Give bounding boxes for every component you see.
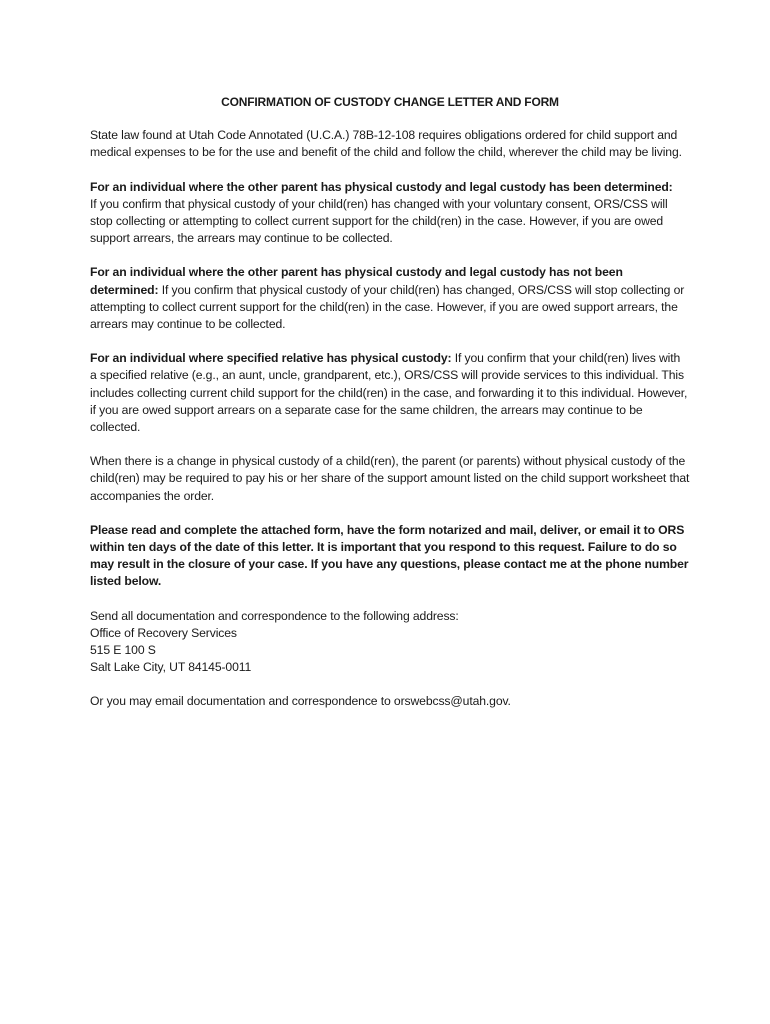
section-custody-determined-body: If you confirm that physical custody of your child(ren) has changed with your voluntary consent, ORS/CSS will stop collecting or attempting to collect current support for the child(ren) in the case. However, if you are owed support arrears, the arrears may continue to be collected. (90, 196, 668, 246)
instructions-paragraph: Please read and complete the attached form, have the form notarized and mail, deliver, or email it to ORS within ten days of the date of this letter. It is important that you respond to this request. Failure to do so may result in the closure of your case. If you have any questions, please contact me at the phone number listed below. (90, 522, 689, 589)
section-custody-not-determined (90, 264, 690, 333)
section-custody-determined-heading: For an individual where the other parent has physical custody and legal custody has been determined: (90, 179, 673, 194)
section-specified-relative-body: If you confirm that your child(ren) lives with a specified relative (e.g., an aunt, uncle, grandparent, etc.), ORS/CSS will provide services to this individual. This includes collecting current child support for the child(ren) in the case, and forwarding it to this individual. However, if you are owed support arrears on a separate case for the same children, the arrears may continue to be collected. (90, 351, 688, 435)
letter-page (90, 94, 690, 728)
section-specified-relative (90, 350, 690, 436)
address-intro: Send all documentation and correspondence to the following address: (90, 608, 459, 623)
email-paragraph: Or you may email documentation and correspondence to orswebcss@utah.gov. (90, 694, 511, 709)
intro-paragraph: State law found at Utah Code Annotated (U.C.A.) 78B-12-108 requires obligations ordered for child support and medical expenses to be for the use and benefit of the child and follow the child, wherever the child may be living. (90, 128, 682, 160)
section-custody-not-determined-heading: For an individual where the other parent has physical custody and legal custody has not been determined: (90, 265, 623, 297)
address-line-1: Office of Recovery Services (90, 625, 237, 640)
page-title: CONFIRMATION OF CUSTODY CHANGE LETTER AND FORM (221, 95, 559, 109)
section-specified-relative-heading: For an individual where specified relative has physical custody: (90, 351, 452, 366)
section-custody-not-determined-body: If you confirm that physical custody of your child(ren) has changed, ORS/CSS will stop collecting or attempting to collect current support for the child(ren) in the case. However, if you are owed support arrears, the arrears may continue to be collected. (90, 282, 685, 332)
change-paragraph: When there is a change in physical custody of a child(ren), the parent (or parents) without physical custody of the child(ren) may be required to pay his or her share of the support amount listed on the child support worksheet that accompanies the order. (90, 454, 690, 503)
address-line-3: Salt Lake City, UT 84145-0011 (90, 660, 252, 675)
address-block (90, 608, 690, 677)
section-custody-determined (90, 179, 690, 248)
address-line-2: 515 E 100 S (90, 643, 156, 658)
